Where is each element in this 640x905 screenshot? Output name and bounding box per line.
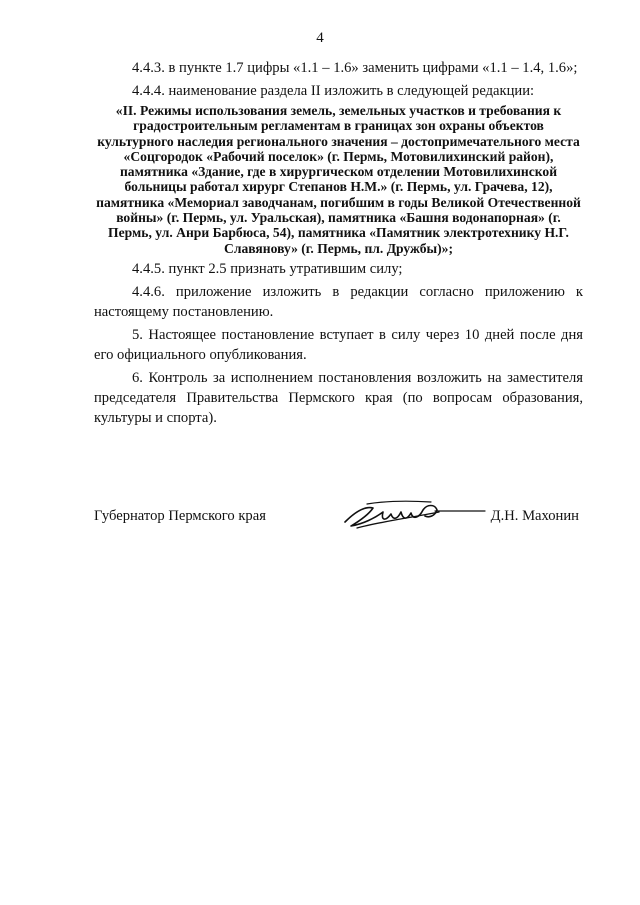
document-body: [94, 58, 583, 428]
section-title: «II. Режимы использования земель, земельных участков и требования к градостроительным регламентам в границах зон охраны объектов культурного наследия регионального значения – достопримечательного места «Соцгородок «Рабочий поселок» (г. Пермь, Мотовилихинский район), памятника «Здание, где в хирургическом отделении Мотовилихинской больницы работал хирург Степанов Н.М.» (г. Пермь, ул. Грачева, 12), памятника «Мемориал заводчанам, погибшим в годы Великой Отечественной войны» (г. Пермь, ул. Уральская), памятника «Башня водонапорная» (г. Пермь, ул. Анри Барбюса, 54), памятника «Памятник электротехнику Н.Г. Славянову» (г. Пермь, пл. Дружбы)»;: [96, 103, 581, 256]
paragraph-4-4-6: 4.4.6. приложение изложить в редакции согласно приложению к настоящему постановлению.: [94, 283, 583, 320]
page-number: 4: [316, 30, 324, 46]
paragraph-4-4-5: 4.4.5. пункт 2.5 признать утратившим силу;: [132, 260, 403, 277]
paragraph-4-4-3: 4.4.3. в пункте 1.7 цифры «1.1 – 1.6» заменить цифрами «1.1 – 1.4, 1.6»;: [132, 60, 578, 76]
signature-block: [94, 498, 583, 538]
paragraph-5: 5. Настоящее постановление вступает в силу через 10 дней после дня его официального опубликования.: [94, 326, 583, 363]
signatory-title: Губернатор Пермского края: [94, 508, 266, 524]
handwritten-signature: [339, 498, 489, 532]
paragraph-6: 6. Контроль за исполнением постановления возложить на заместителя председателя Правительства Пермского края (по вопросам образования, культуры и спорта).: [94, 369, 583, 426]
paragraph-4-4-4: 4.4.4. наименование раздела II изложить в следующей редакции:: [132, 83, 535, 99]
signatory-name: Д.Н. Махонин: [490, 508, 579, 524]
